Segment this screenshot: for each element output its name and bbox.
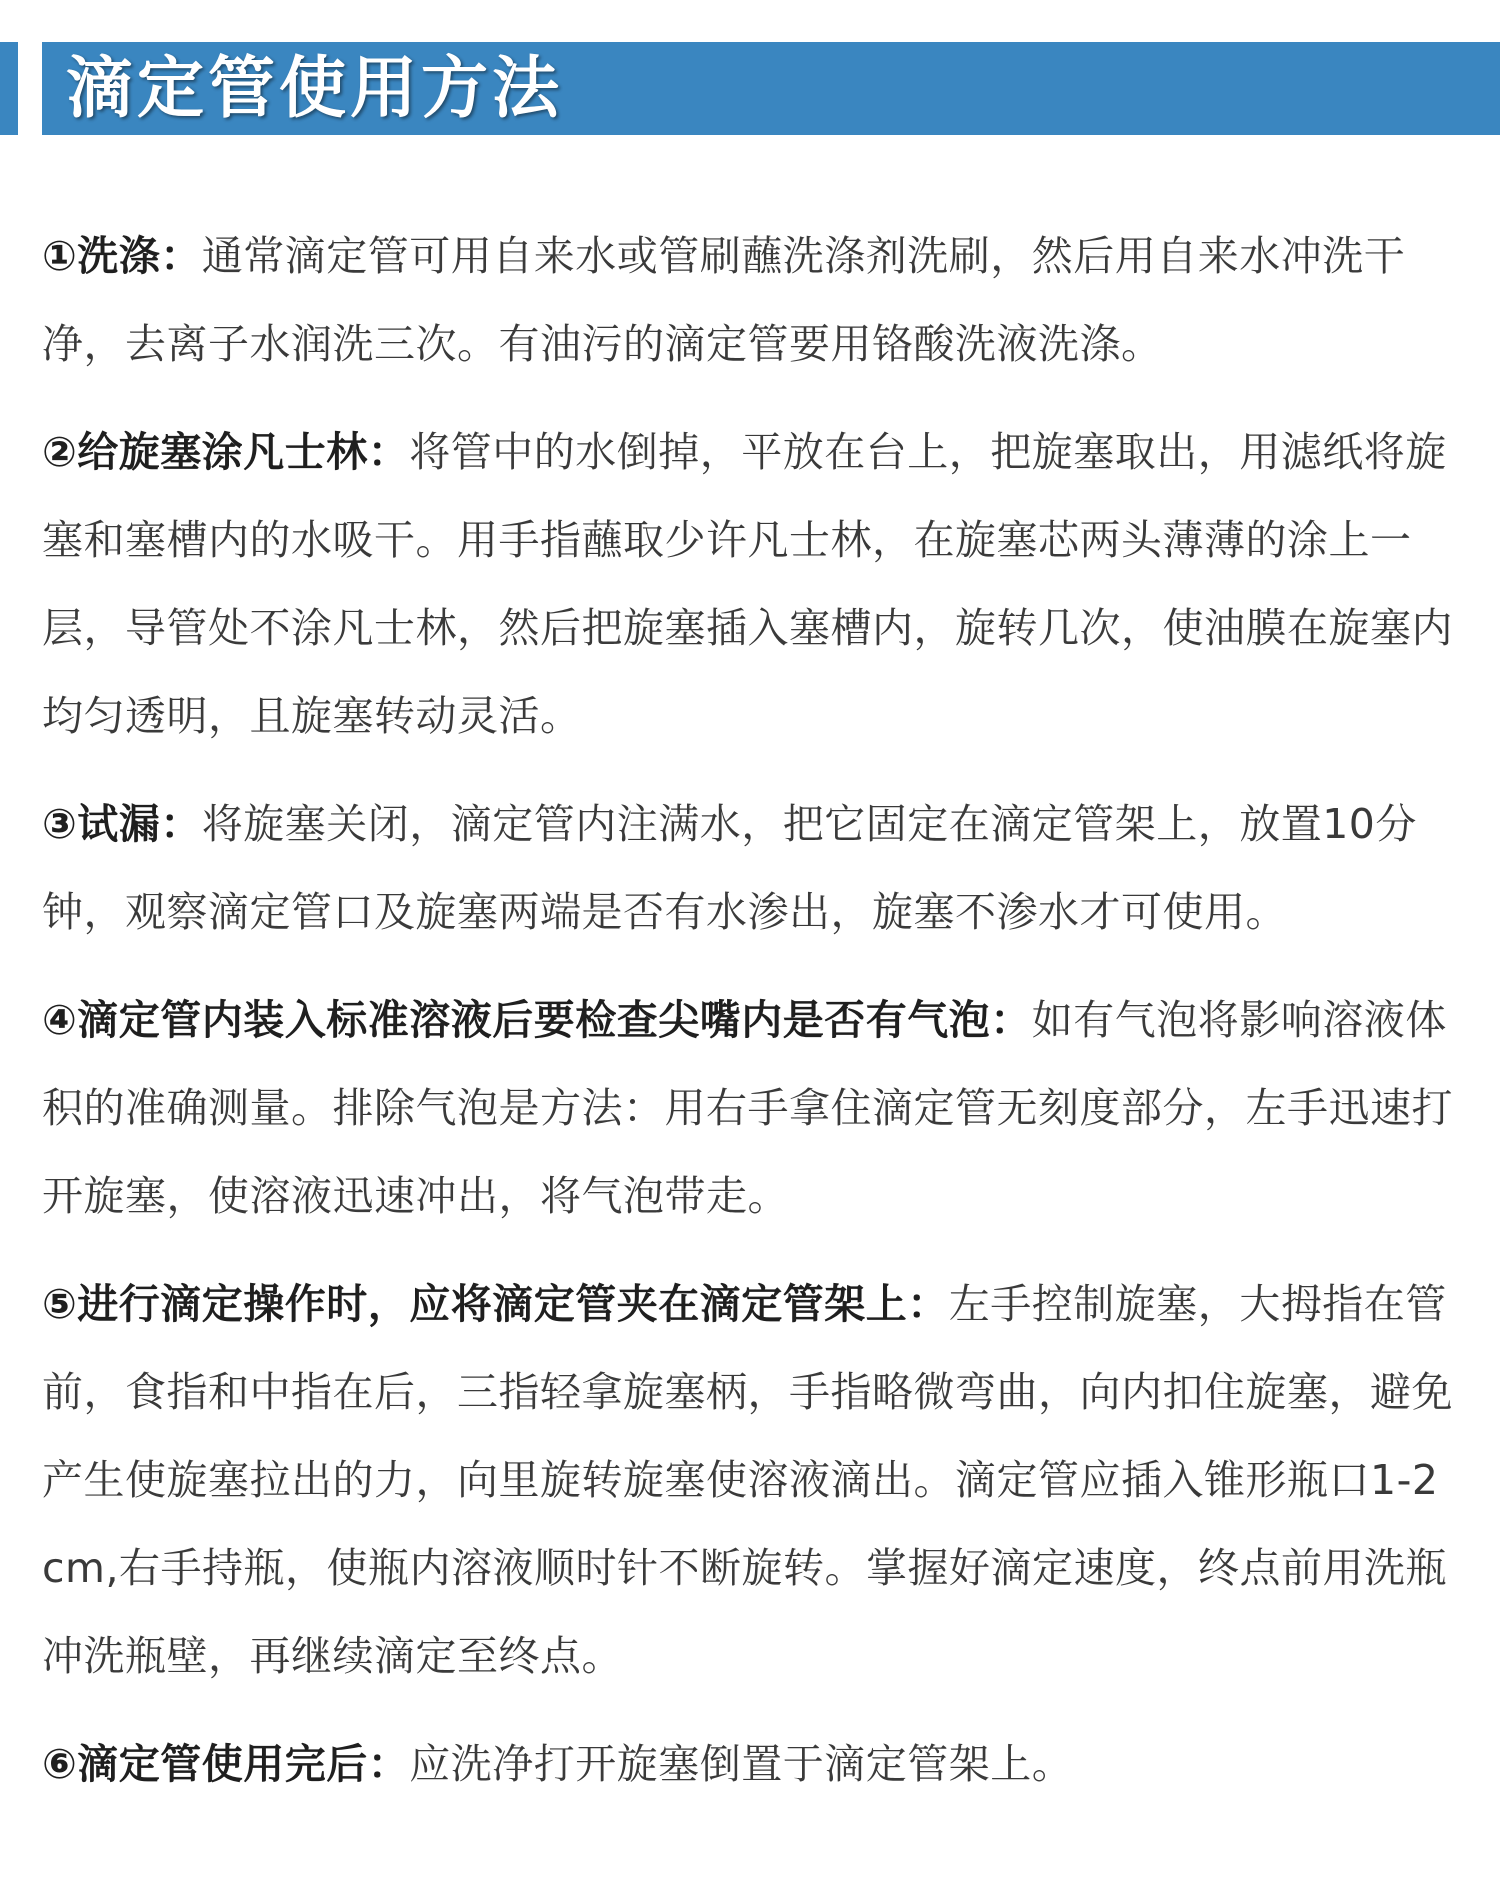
section-heading: ②给旋塞涂凡士林： <box>42 428 410 476</box>
section-body: 将旋塞关闭，滴定管内注满水，把它固定在滴定管架上，放置10分钟，观察滴定管口及旋塞两端是否有水渗出，旋塞不渗水才可使用。 <box>42 800 1417 936</box>
section-heading: ④滴定管内装入标准溶液后要检查尖嘴内是否有气泡： <box>42 996 1032 1044</box>
section-vaseline <box>42 408 1458 760</box>
section-heading: ③试漏： <box>42 800 202 848</box>
section-washing <box>42 212 1458 388</box>
section-heading: ①洗涤： <box>42 232 202 280</box>
section-body: 将管中的水倒掉，平放在台上，把旋塞取出，用滤纸将旋塞和塞槽内的水吸干。用手指蘸取少许凡士林，在旋塞芯两头薄薄的涂上一层，导管处不涂凡士林，然后把旋塞插入塞槽内，旋转几次，使油膜在旋塞内均匀透明，且旋塞转动灵活。 <box>42 428 1453 740</box>
section-titration-operation <box>42 1260 1458 1700</box>
section-body: 通常滴定管可用自来水或管刷蘸洗涤剂洗刷，然后用自来水冲洗干净，去离子水润洗三次。有油污的滴定管要用铬酸洗液洗涤。 <box>42 232 1406 368</box>
header-accent-bar <box>0 42 18 135</box>
section-body: 左手控制旋塞，大拇指在管前，食指和中指在后，三指轻拿旋塞柄，手指略微弯曲，向内扣住旋塞，避免产生使旋塞拉出的力，向里旋转旋塞使溶液滴出。滴定管应插入锥形瓶口1-2cm,右手持瓶，使瓶内溶液顺时针不断旋转。掌握好滴定速度，终点前用洗瓶冲洗瓶壁，再继续滴定至终点。 <box>42 1280 1453 1680</box>
instructions-content <box>42 212 1458 1828</box>
section-leak-test <box>42 780 1458 956</box>
section-body: 如有气泡将影响溶液体积的准确测量。排除气泡是方法：用右手拿住滴定管无刻度部分，左手迅速打开旋塞，使溶液迅速冲出，将气泡带走。 <box>42 996 1453 1220</box>
section-heading: ⑥滴定管使用完后： <box>42 1740 410 1788</box>
section-heading: ⑤进行滴定操作时，应将滴定管夹在滴定管架上： <box>42 1280 949 1328</box>
section-bubble-check <box>42 976 1458 1240</box>
header-banner <box>42 42 1500 135</box>
section-body: 应洗净打开旋塞倒置于滴定管架上。 <box>409 1740 1074 1788</box>
page-title: 滴定管使用方法 <box>66 49 563 127</box>
section-after-use <box>42 1720 1458 1808</box>
